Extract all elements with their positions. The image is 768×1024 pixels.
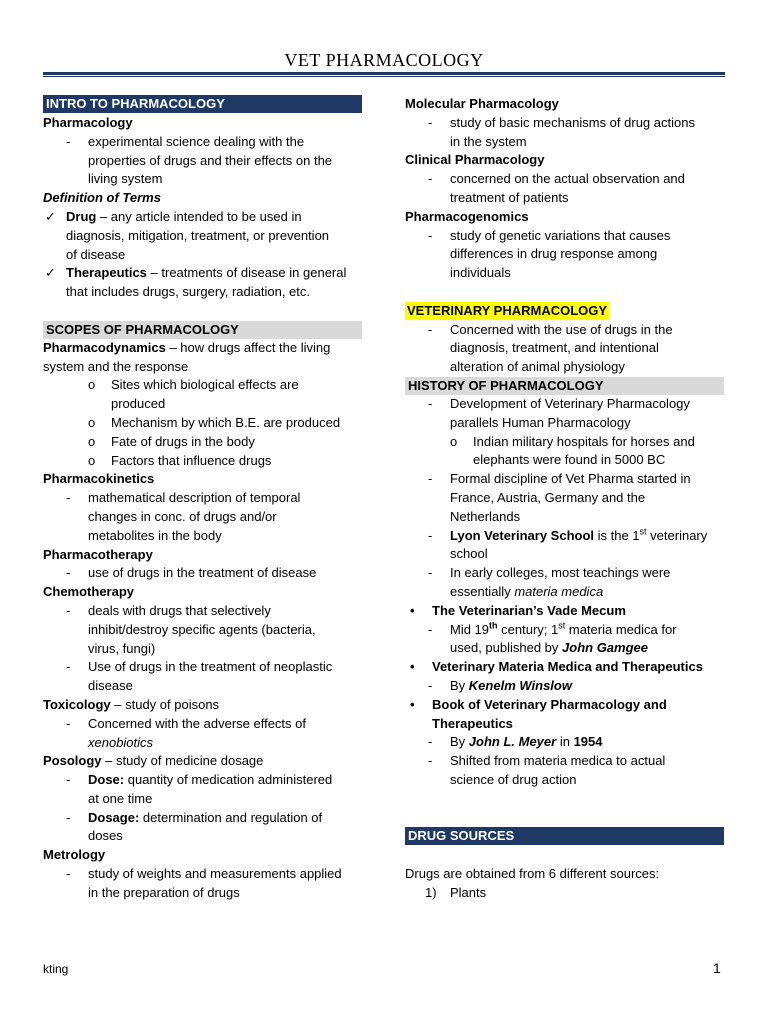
dash-bullet: - bbox=[66, 133, 71, 149]
history-italic: materia medica bbox=[514, 583, 604, 599]
circle-bullet-icon: o bbox=[88, 377, 96, 393]
history-text: Shifted from materia medica to actual bbox=[450, 753, 666, 769]
definition-line: at one time bbox=[88, 790, 153, 806]
source-item bbox=[405, 884, 725, 903]
term-metrology: Metrology bbox=[43, 847, 106, 863]
history-item bbox=[405, 564, 725, 583]
definition-line bbox=[43, 564, 363, 583]
term-label: Dose: bbox=[88, 772, 125, 788]
dash-bullet: - bbox=[428, 171, 433, 187]
definition-line: differences in drug response among bbox=[450, 246, 658, 262]
history-item: France, Austria, Germany and the bbox=[450, 489, 646, 505]
definition-line: doses bbox=[88, 828, 123, 844]
list-item-text: Fate of drugs in the body bbox=[111, 433, 255, 449]
term-pharmacotherapy: Pharmacotherapy bbox=[43, 546, 153, 562]
source-text: Plants bbox=[450, 884, 487, 900]
term-definition: – any article intended to be used in bbox=[96, 208, 302, 224]
history-text: By bbox=[450, 734, 469, 750]
history-text: used, published by bbox=[450, 640, 563, 656]
definition-line: xenobiotics bbox=[88, 734, 154, 750]
term-label: Therapeutics bbox=[66, 265, 147, 281]
bullet-icon: • bbox=[410, 602, 415, 618]
list-item bbox=[43, 414, 363, 433]
history-item bbox=[405, 583, 725, 602]
sources-intro: Drugs are obtained from 6 different sources: bbox=[405, 866, 660, 882]
definition-line: living system bbox=[88, 171, 163, 187]
dash-bullet: - bbox=[428, 227, 433, 243]
history-bold-italic: John Gamgee bbox=[562, 640, 648, 656]
dash-bullet: - bbox=[428, 734, 433, 750]
history-bold: Veterinary Materia Medica and Therapeutics bbox=[432, 659, 703, 675]
list-item bbox=[43, 433, 363, 452]
history-item: Netherlands bbox=[450, 508, 521, 524]
dash-bullet: - bbox=[66, 866, 71, 882]
list-item bbox=[43, 452, 363, 471]
dash-bullet: - bbox=[66, 490, 71, 506]
history-bold-italic: John L. Meyer bbox=[468, 734, 557, 750]
dash-bullet: - bbox=[428, 321, 433, 337]
history-text: materia medica for bbox=[565, 621, 677, 637]
definition-text: use of drugs in the treatment of disease bbox=[88, 565, 317, 581]
definition-line: diagnosis, mitigation, treatment, or prevention bbox=[66, 227, 330, 243]
term-definition: – study of medicine dosage bbox=[101, 753, 264, 769]
history-text: veterinary bbox=[646, 527, 708, 543]
definition-text: quantity of medication administered bbox=[124, 772, 333, 788]
definition-line: of disease bbox=[66, 246, 126, 262]
dash-bullet: - bbox=[66, 659, 71, 675]
definition-line: metabolites in the body bbox=[88, 527, 222, 543]
term-pharmacokinetics: Pharmacokinetics bbox=[43, 471, 155, 487]
dash-bullet: - bbox=[66, 602, 71, 618]
history-text: in bbox=[556, 734, 574, 750]
definition-text: study of basic mechanisms of drug actions bbox=[450, 114, 695, 130]
dash-bullet: - bbox=[428, 395, 433, 411]
left-column bbox=[43, 95, 363, 903]
term-definition: – how drugs affect the living bbox=[165, 339, 331, 355]
circle-bullet-icon: o bbox=[450, 433, 458, 449]
title-rule-thin bbox=[43, 76, 725, 77]
definition-line bbox=[43, 133, 363, 152]
history-bold: 1954 bbox=[573, 734, 603, 750]
definition-line: virus, fungi) bbox=[88, 640, 156, 656]
definition-line: that includes drugs, surgery, radiation, etc. bbox=[66, 284, 310, 300]
history-subitem: elephants were found in 5000 BC bbox=[473, 452, 666, 468]
history-bullet bbox=[405, 602, 725, 621]
definition-text: study of genetic variations that causes bbox=[450, 227, 671, 243]
definition-line: diagnosis, treatment, and intentional bbox=[450, 340, 659, 356]
definition-line bbox=[43, 715, 363, 734]
spacer bbox=[405, 790, 725, 809]
history-item bbox=[405, 395, 725, 414]
history-bullet bbox=[405, 696, 725, 715]
list-item-text: Mechanism by which B.E. are produced bbox=[111, 414, 341, 430]
definition-text: Concerned with the adverse effects of bbox=[88, 715, 306, 731]
dash-bullet: - bbox=[428, 677, 433, 693]
term-label: Posology bbox=[43, 753, 102, 769]
bullet-icon: • bbox=[410, 659, 415, 675]
dash-bullet: - bbox=[66, 809, 71, 825]
term-drug bbox=[43, 208, 363, 227]
term-clinical-pharmacology: Clinical Pharmacology bbox=[405, 152, 545, 168]
history-item: parallels Human Pharmacology bbox=[450, 414, 631, 430]
definition-line bbox=[43, 602, 363, 621]
term-pharmacogenomics: Pharmacogenomics bbox=[405, 208, 529, 224]
definition-text: deals with drugs that selectively bbox=[88, 602, 271, 618]
term-label: Toxicology bbox=[43, 696, 111, 712]
definition-text: study of weights and measurements applied bbox=[88, 866, 342, 882]
history-bold: Book of Veterinary Pharmacology and bbox=[432, 696, 667, 712]
definition-line bbox=[43, 865, 363, 884]
dash-bullet: - bbox=[428, 753, 433, 769]
page-number: 1 bbox=[713, 960, 721, 976]
history-text: By bbox=[450, 677, 469, 693]
history-text: century; 1 bbox=[497, 621, 559, 637]
history-bullet bbox=[405, 658, 725, 677]
definition-line: disease bbox=[88, 678, 133, 694]
section-header-veterinary: VETERINARY PHARMACOLOGY bbox=[407, 302, 608, 318]
spacer bbox=[43, 302, 363, 321]
history-item: school bbox=[450, 546, 488, 562]
dash-bullet: - bbox=[66, 715, 71, 731]
definition-line: in the system bbox=[450, 133, 527, 149]
list-number: 1) bbox=[425, 884, 437, 900]
dash-bullet: - bbox=[66, 772, 71, 788]
history-text: Formal discipline of Vet Pharma started in bbox=[450, 471, 691, 487]
term-chemotherapy: Chemotherapy bbox=[43, 584, 135, 600]
definition-line: properties of drugs and their effects on the bbox=[88, 152, 333, 168]
section-header-veterinary-row bbox=[405, 302, 725, 321]
definition-heading: Definition of Terms bbox=[43, 190, 161, 206]
checkmark-icon: ✓ bbox=[45, 208, 56, 224]
list-item bbox=[43, 376, 363, 395]
definition-text: determination and regulation of bbox=[139, 809, 323, 825]
history-subitem bbox=[405, 433, 725, 452]
history-item bbox=[405, 470, 725, 489]
spacer bbox=[405, 808, 725, 827]
section-header-intro: INTRO TO PHARMACOLOGY bbox=[43, 95, 362, 113]
term-label: Dosage: bbox=[88, 809, 140, 825]
checkmark-icon: ✓ bbox=[45, 265, 56, 281]
bullet-icon: • bbox=[410, 696, 415, 712]
term-definition: – treatments of disease in general bbox=[146, 265, 347, 281]
list-item-continued: produced bbox=[111, 396, 166, 412]
section-header-history: HISTORY OF PHARMACOLOGY bbox=[405, 377, 724, 395]
dash-bullet: - bbox=[66, 565, 71, 581]
term-therapeutics bbox=[43, 264, 363, 283]
history-item bbox=[405, 639, 725, 658]
history-item bbox=[405, 527, 725, 546]
definition-line bbox=[43, 489, 363, 508]
spacer bbox=[405, 846, 725, 865]
list-item-text: Sites which biological effects are bbox=[111, 377, 299, 393]
definition-line: system and the response bbox=[43, 358, 189, 374]
history-text: Indian military hospitals for horses and bbox=[473, 433, 695, 449]
definition-line bbox=[43, 771, 363, 790]
footer-author: kting bbox=[43, 962, 69, 976]
definition-text: mathematical description of temporal bbox=[88, 490, 301, 506]
history-text: is the 1 bbox=[594, 527, 640, 543]
term-label: Drug bbox=[66, 208, 97, 224]
history-item: science of drug action bbox=[450, 771, 577, 787]
definition-text: experimental science dealing with the bbox=[88, 133, 305, 149]
term-toxicology bbox=[43, 696, 363, 715]
definition-line bbox=[43, 658, 363, 677]
definition-line: individuals bbox=[450, 265, 511, 281]
term-molecular-pharmacology: Molecular Pharmacology bbox=[405, 96, 559, 111]
definition-line: in the preparation of drugs bbox=[88, 884, 240, 900]
superscript: st bbox=[558, 620, 566, 631]
superscript: st bbox=[639, 526, 647, 537]
definition-text: concerned on the actual observation and bbox=[450, 171, 685, 187]
definition-line: treatment of patients bbox=[450, 189, 569, 205]
history-text: Development of Veterinary Pharmacology bbox=[450, 395, 690, 411]
title-rule bbox=[43, 72, 725, 75]
history-item bbox=[405, 621, 725, 640]
term-pharmacology: Pharmacology bbox=[43, 115, 133, 130]
superscript: th bbox=[489, 620, 498, 631]
term-definition: – study of poisons bbox=[110, 696, 220, 712]
history-bold-italic: Kenelm Winslow bbox=[468, 677, 572, 693]
page-title: VET PHARMACOLOGY bbox=[284, 50, 484, 70]
section-header-scopes: SCOPES OF PHARMACOLOGY bbox=[43, 321, 362, 339]
term-posology bbox=[43, 752, 363, 771]
section-header-drug-sources: DRUG SOURCES bbox=[405, 827, 724, 845]
definition-text: Use of drugs in the treatment of neoplastic bbox=[88, 659, 333, 675]
definition-line bbox=[405, 321, 725, 340]
list-item-text: Factors that influence drugs bbox=[111, 452, 272, 468]
history-bold: Lyon Veterinary School bbox=[450, 527, 595, 543]
dash-bullet: - bbox=[428, 621, 433, 637]
history-bold: The Veterinarian’s Vade Mecum bbox=[432, 602, 626, 618]
right-column bbox=[405, 95, 725, 903]
dash-bullet: - bbox=[428, 527, 433, 543]
history-text: In early colleges, most teachings were bbox=[450, 565, 671, 581]
circle-bullet-icon: o bbox=[88, 452, 96, 468]
dash-bullet: - bbox=[428, 471, 433, 487]
history-text: essentially bbox=[450, 583, 515, 599]
definition-line bbox=[43, 809, 363, 828]
definition-line bbox=[405, 227, 725, 246]
history-text: Mid 19 bbox=[450, 621, 490, 637]
circle-bullet-icon: o bbox=[88, 433, 96, 449]
definition-line: inhibit/destroy specific agents (bacteria, bbox=[88, 621, 316, 637]
history-bullet: Therapeutics bbox=[432, 715, 513, 731]
history-item bbox=[405, 677, 725, 696]
history-item bbox=[405, 752, 725, 771]
definition-line bbox=[405, 170, 725, 189]
definition-line: alteration of animal physiology bbox=[450, 359, 625, 375]
term-label: Pharmacodynamics bbox=[43, 339, 166, 355]
dash-bullet: - bbox=[428, 114, 433, 130]
dash-bullet: - bbox=[428, 565, 433, 581]
term-pharmacodynamics bbox=[43, 339, 363, 358]
spacer bbox=[405, 283, 725, 302]
history-item bbox=[405, 733, 725, 752]
definition-text: Concerned with the use of drugs in the bbox=[450, 321, 673, 337]
definition-line bbox=[405, 114, 725, 133]
circle-bullet-icon: o bbox=[88, 414, 96, 430]
definition-line: changes in conc. of drugs and/or bbox=[88, 508, 277, 524]
